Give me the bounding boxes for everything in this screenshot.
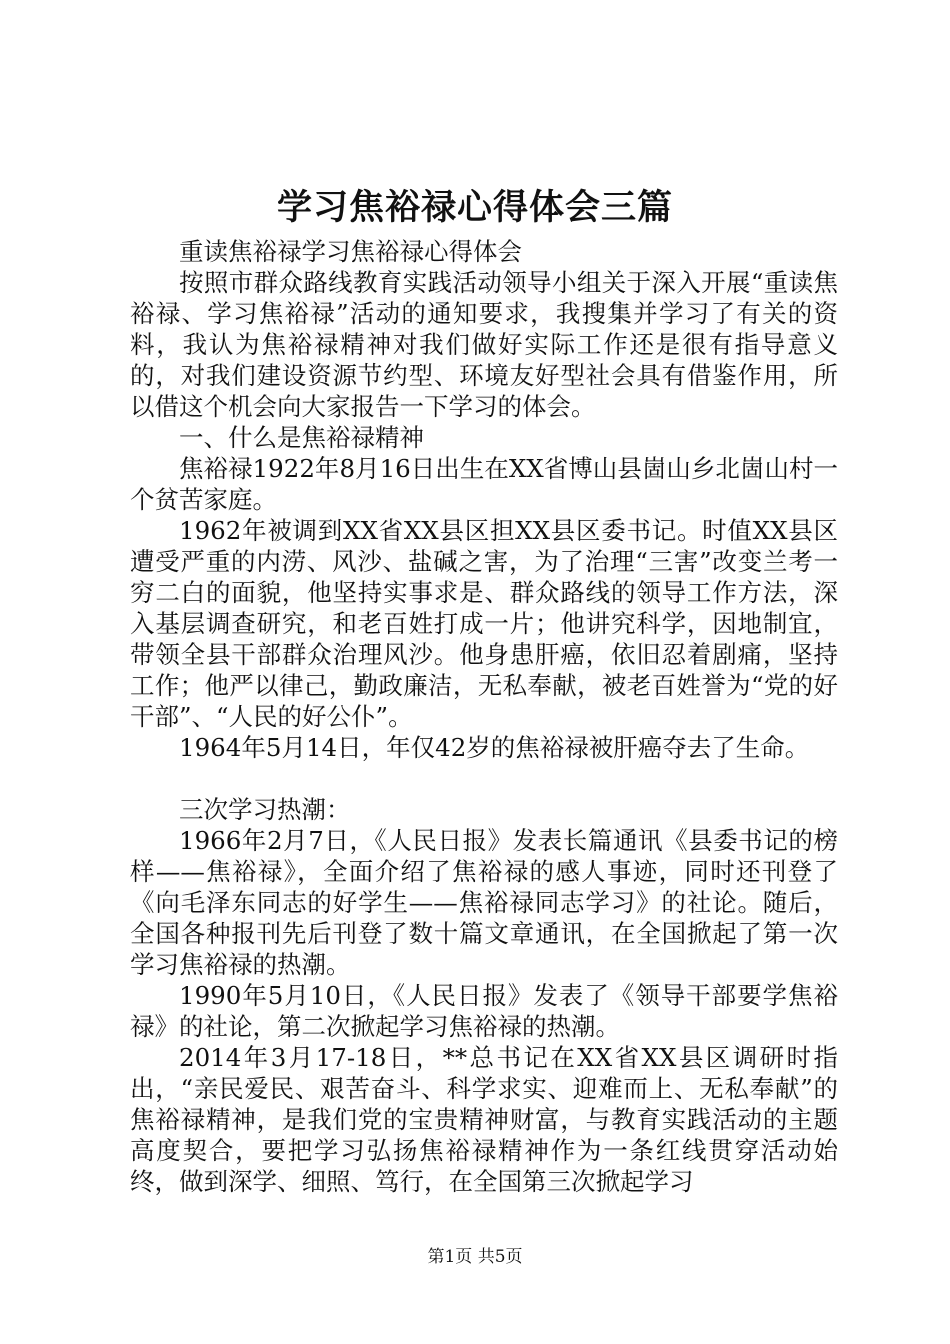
birth-paragraph: 焦裕禄1922年8月16日出生在XX省博山县崮山乡北崮山村一个贫苦家庭。	[130, 454, 838, 514]
intro-paragraph: 按照市群众路线教育实践活动领导小组关于深入开展“重读焦裕禄、学习焦裕禄”活动的通知要求，我搜集并学习了有关的资料，我认为焦裕禄精神对我们做好实际工作还是很有指导意义的，对我们建设资源节约型、环境友好型社会具有借鉴作用，所以借这个机会向大家报告一下学习的体会。	[130, 268, 838, 421]
second-wave-paragraph: 1990年5月10日，《人民日报》发表了《领导干部要学焦裕禄》的社论，第二次掀起学习焦裕禄的热潮。	[130, 981, 838, 1041]
document-title: 学习焦裕禄心得体会三篇	[276, 187, 673, 228]
death-paragraph: 1964年5月14日，年仅42岁的焦裕禄被肝癌夺去了生命。	[179, 733, 810, 762]
career-paragraph: 1962年被调到XX省XX县区担XX县区委书记。时值XX县区遭受严重的内涝、风沙、盐碱之害，为了治理“三害”改变兰考一穷二白的面貌，他坚持实事求是、群众路线的领导工作方法，深入基层调查研究，和老百姓打成一片；他讲究科学，因地制宜，带领全县干部群众治理风沙。他身患肝癌，依旧忍着剧痛，坚持工作；他严以律己，勤政廉洁，无私奉献，被老百姓誉为“党的好干部”、“人民的好公仆”。	[130, 516, 838, 731]
first-wave-paragraph: 1966年2月7日，《人民日报》发表长篇通讯《县委书记的榜样——焦裕禄》，全面介绍了焦裕禄的感人事迹，同时还刊登了《向毛泽东同志的好学生——焦裕禄同志学习》的社论。随后，全国各种报刊先后刊登了数十篇文章通讯，在全国掀起了第一次学习焦裕禄的热潮。	[130, 826, 838, 979]
study-waves-heading: 三次学习热潮：	[179, 795, 351, 824]
third-wave-paragraph: 2014年3月17-18日，**总书记在XX省XX县区调研时指出，“亲民爱民、艰苦奋斗、科学求实、迎难而上、无私奉献”的焦裕禄精神，是我们党的宝贵精神财富，与教育实践活动的主题高度契合，要把学习弘扬焦裕禄精神作为一条红线贯穿活动始终，做到深学、细照、笃行，在全国第三次掀起学习	[130, 1043, 838, 1196]
section-heading: 一、什么是焦裕禄精神	[179, 423, 424, 452]
subtitle-paragraph: 重读焦裕禄学习焦裕禄心得体会	[179, 237, 522, 266]
page-footer: 第1页 共5页	[427, 1247, 523, 1267]
document-body	[130, 236, 838, 1197]
